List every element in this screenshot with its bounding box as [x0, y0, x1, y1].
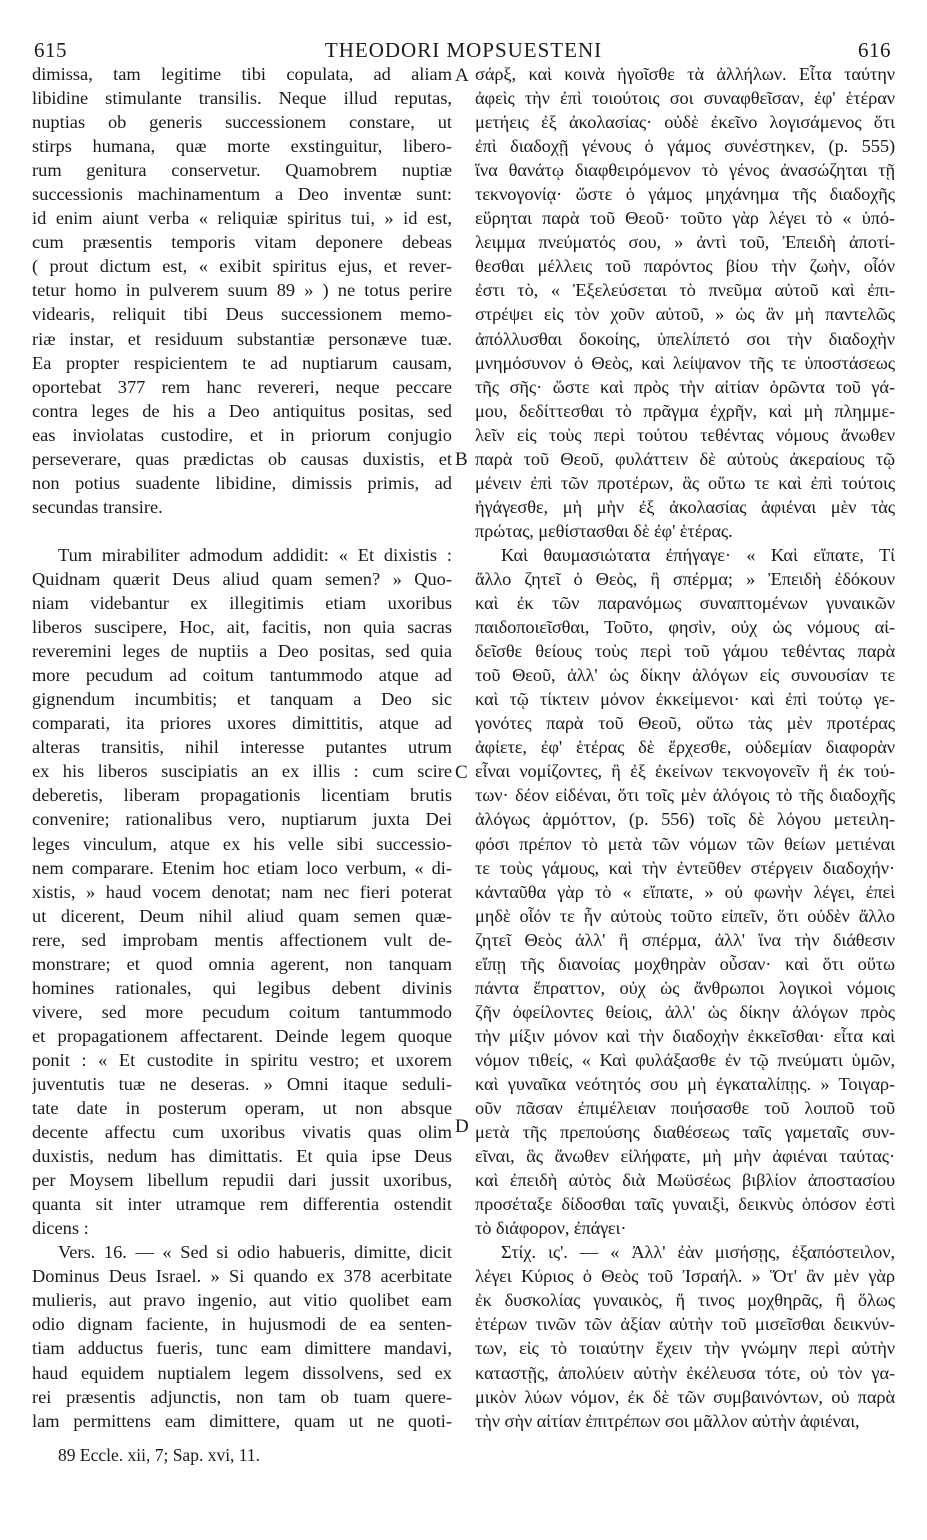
- text-line: eas inviolatas custodire, et in priorum conjugio: [32, 424, 452, 445]
- text-line: τεκνογονίᾳ· ὥστε ὁ γάμος μηχάνημα τῆς διαδοχῆς: [475, 184, 895, 205]
- text-line: δεῖσθε θείους τοὺς περὶ τοῦ γάμου τεθέντας παρὰ: [475, 641, 895, 662]
- left-page-number: 615: [34, 38, 67, 62]
- text-line: quanta sit inter utramque rem differentia ostendit: [32, 1194, 452, 1215]
- text-line: Καὶ θαυμασιώτατα ἐπήγαγε· « Καὶ εἴπατε, Τί: [501, 544, 895, 565]
- text-line: ἀφεὶς τὴν ἐπὶ τοιούτοις σοι συναφθεῖσαν, ἐφ' ἑτέραν: [475, 88, 895, 109]
- text-line: ἀπόλλυσθαι δοκοίης, ὑπελίπετό σοι τὴν διαδοχὴν: [475, 328, 895, 349]
- text-line: καὶ ἐπειδὴ αὐτὸς διὰ Μωϋσέως βιβλίον ἀποστασίου: [475, 1170, 895, 1191]
- text-line: οῦν πᾶσαν ἐπιμέλειαν ποιήσασθε τοῦ λοιποῦ τοῦ: [475, 1098, 895, 1119]
- right-page-number: 616: [858, 38, 891, 62]
- text-line: σάρξ, καὶ κοινὰ ἡγοῖσθε τὰ ἀλλήλων. Εἶτα ταύτην: [475, 64, 895, 84]
- margin-letter-a: A: [455, 65, 469, 86]
- text-line: στρέψει εἰς τὸν χοῦν αὐτοῦ, » ὡς ἂν μὴ παντελῶς: [475, 304, 895, 325]
- text-line: ἐκ δυσκολίας γυναικὸς, ἤ τινος μοχθηρᾶς, ἢ ὅλως: [475, 1290, 895, 1311]
- text-line: et propagationem affectarent. Deinde legem quoque: [32, 1025, 452, 1046]
- text-line: λειμμα πνεύματός σου, » ἀντὶ τοῦ, Ἐπειδὴ ἀποτί-: [475, 232, 895, 253]
- text-line: μου, δεδίττεσθαι τὸ πρᾶγμα ἐχρῆν, καὶ μὴ πλημμε-: [475, 400, 895, 421]
- text-line: ἑτέρων τινῶν τῶν ἀξίαν αὐτὴν τοῦ μισεῖσθαι δεικνύν-: [475, 1314, 895, 1335]
- text-line: dicens :: [32, 1218, 89, 1239]
- text-line: τὴν μίξιν μόνον καὶ τὴν διαδοχὴν ἐκκεῖσθαι· εἶτα καὶ: [475, 1025, 895, 1046]
- text-line: καὶ ἐκ τῶν παρανόμως συναπτομένων γυναικῶν: [475, 593, 895, 614]
- text-line: ἠγάγεσθε, μὴ μὴν ἐξ ἀκολασίας ἀφιέναι μὲν τὰς: [475, 496, 895, 517]
- text-line: successionis machinamentum a Deo inventæ sunt:: [32, 184, 452, 205]
- text-line: τὴν σὴν αἰτίαν ἐπιτρέπων σοι μᾶλλον αὐτὴν ἀφιέναι,: [475, 1410, 860, 1431]
- text-line: tetur homo in pulverem suum 89 » ) ne totus perire: [32, 280, 452, 301]
- text-line: vivere, sed more pecudum coitum tantummodo: [32, 1001, 452, 1022]
- text-line: perseverare, quas prædictas ob causas duxistis, et: [32, 448, 452, 469]
- text-line: dimissa, tam legitime tibi copulata, ad aliam: [32, 64, 452, 84]
- text-line: ἀλόγως ἁρμόττον, (p. 556) τοῖς δὲ λόγου μετειλη-: [475, 809, 895, 830]
- text-line: nuptias ob generis successionem constare, ut: [32, 112, 452, 133]
- text-line: θεσθαι μέλλεις τοῦ παρόντος βίου τὴν ζωὴν, οἷόν: [475, 256, 895, 277]
- text-line: id enim aiunt verba « reliquiæ spiritus tui, » id est,: [32, 208, 452, 229]
- footnote: 89 Eccle. xii, 7; Sap. xvi, 11.: [58, 1445, 261, 1465]
- text-line: per Moysem libellum repudii dari jussit uxoribus,: [32, 1170, 452, 1191]
- text-line: τε τοὺς γάμους, καὶ τὴν ἐντεῦθεν στέργειν διαδοχήν·: [475, 857, 895, 878]
- text-line: ἄλλο ζητεῖ ὁ Θεὸς, ἢ σπέρμα; » Ἐπειδὴ ἐδόκουν: [475, 568, 895, 589]
- text-line: duxistis, nedum has dimittatis. Et quia ipse Deus: [32, 1146, 452, 1167]
- text-line: non potius suadente libidine, dimissis primis, ad: [32, 472, 452, 493]
- text-line: εὕρηται παρὰ τοῦ Θεοῦ· τοῦτο γὰρ λέγει τὸ « ὑπό-: [475, 208, 895, 229]
- text-line: εἴπῃ τῆς διανοίας μοχθηρὰν οὖσαν· καὶ ὅτι οὕτω: [475, 953, 895, 974]
- text-line: homines rationales, qui legibus debent divinis: [32, 977, 452, 998]
- text-line: πάντα ἔπραττον, οὐχ ὡς ἄνθρωποι λογικοὶ νόμοις: [475, 977, 895, 998]
- text-line: Vers. 16. — « Sed si odio habueris, dimitte, dicit: [58, 1242, 452, 1263]
- text-line: ἐπὶ διαδοχῇ γένους ὁ γάμος συνέστηκεν, (p. 555): [475, 136, 895, 157]
- text-line: ζητεῖ Θεὸς ἀλλ' ἢ σπέρμα, ἀλλ' ἵνα τὴν διάθεσιν: [475, 929, 895, 950]
- text-line: τοῦ Θεοῦ, ἀλλ' ὡς δίκην ἀλόγων εἰς συνουσίαν τε: [475, 665, 895, 686]
- text-line: των, εἰς τὸ τοιαύτην ἔχειν τὴν γνώμην περὶ αὐτὴν: [475, 1338, 895, 1359]
- text-line: liberos suscipere, Hoc, ait, facitis, non quia sacras: [32, 617, 452, 638]
- text-line: καταστῇς, ἀπολύειν αὐτὴν ἐκέλευσα τότε, οὐ τὸν γα-: [475, 1362, 895, 1383]
- text-line: rei præsentis adjunctis, non tam ob tuam quere-: [32, 1386, 452, 1407]
- paragraph-gap: [32, 519, 452, 543]
- text-line: haud equidem nuptialem legem dissolvens, sed ex: [32, 1362, 452, 1383]
- text-line: ἐστι τὸ, « Ἐξελεύσεται τὸ πνεῦμα αὐτοῦ καὶ ἐπι-: [475, 280, 895, 301]
- text-line: κἀνταῦθα γὰρ τὸ « εἴπατε, » οὐ φωνὴν λέγει, ἐπεὶ: [475, 881, 895, 902]
- text-line: juventutis tuæ ne deseras. » Omni itaque seduli-: [32, 1073, 452, 1094]
- text-line: tate date in posterum operam, ut non absque: [32, 1098, 452, 1119]
- text-line: oportebat 377 rem hanc revereri, neque peccare: [32, 376, 452, 397]
- text-line: mulieris, aut pravo ingenio, aut vitio quolibet eam: [32, 1290, 452, 1311]
- text-line: xistis, » haud vocem denotat; nam nec fieri poterat: [32, 881, 452, 902]
- text-line: alteras transitis, nihil interesse putantes utrum: [32, 737, 452, 758]
- text-line: libidine stimulante transilis. Neque illud reputas,: [32, 88, 452, 109]
- text-line: προσέταξε δίδοσθαι ταῖς γυναιξὶ, δεικνὺς ὁπόσον ἐστὶ: [475, 1194, 895, 1215]
- text-line: decente affectu cum uxoribus vivatis quas olim: [32, 1122, 452, 1143]
- text-line: gignendum incumbitis; et tanquam a Deo sic: [32, 689, 452, 710]
- text-line: φόσι πρέπον τὸ μετὰ τῶν νόμων τῶν θείων μετιέναι: [475, 833, 895, 854]
- text-line: μετήεις ἐξ ἀκολασίας· οὐδὲ ἐκεῖνο λογισάμενος ὅτι: [475, 112, 895, 133]
- text-line: rere, sed improbam mentis affectionem vult de-: [32, 929, 452, 950]
- latin-column: [32, 62, 452, 1433]
- text-line: Στίχ. ις'. — « Ἀλλ' ἐὰν μισήσῃς, ἐξαπόστειλον,: [501, 1242, 895, 1263]
- margin-letter-c: C: [455, 762, 468, 783]
- text-line: ut dicerent, Deum nihil aliud quam semen quæ-: [32, 905, 452, 926]
- text-line: cum præsentis temporis vitam deponere debeas: [32, 232, 452, 253]
- text-line: comparati, ita priores uxores dimittitis, atque ad: [32, 713, 452, 734]
- text-line: μένειν ἐπὶ τῶν προτέρων, ἃς οὕτω τε καὶ ἐπὶ τούτοις: [475, 472, 895, 493]
- text-line: tiam adductus fueris, tunc eam dimittere mandavi,: [32, 1338, 452, 1359]
- text-line: καὶ τῷ τίκτειν μόνον ἐκκείμενοι· καὶ ἐπὶ τούτῳ γε-: [475, 689, 895, 710]
- text-line: μικὸν λύων νόμον, ἐκ δὲ τῶν συμβαινόντων, οὐ παρὰ: [475, 1386, 895, 1407]
- text-line: contra leges de his a Deo antiquitus positas, sed: [32, 400, 452, 421]
- text-line: μηδὲ οἷόν τε ἦν αὐτοὺς τοῦτο εἰπεῖν, ὅτι οὐδὲν ἄλλο: [475, 905, 895, 926]
- text-line: μετὰ τῆς πρεπούσης διαθέσεως ταῖς γαμεταῖς συν-: [475, 1122, 895, 1143]
- text-line: stirps humana, quæ morte exstinguitur, libero-: [32, 136, 452, 157]
- text-line: more pecudum ad coitum tantummodo atque ad: [32, 665, 452, 686]
- text-line: riæ instar, et residuum substantiæ personæve tuæ.: [32, 328, 452, 349]
- text-line: odio dignam faciente, in hujusmodi de ea senten-: [32, 1314, 452, 1335]
- text-line: convenire; rationalibus vero, nuptiarum juxta Dei: [32, 809, 452, 830]
- text-line: monstrare; et quod omnia agerent, non tanquam: [32, 953, 452, 974]
- text-line: ( prout dictum est, « exibit spiritus ejus, et rever-: [32, 256, 452, 277]
- text-line: lam permittens eam dimittere, quam ut ne quoti-: [32, 1410, 452, 1431]
- text-line: πρώτας, μεθίστασθαι δὲ ἐφ' ἑτέρας.: [475, 520, 733, 541]
- text-line: τὸ διάφορον, ἐπάγει·: [475, 1218, 627, 1239]
- text-line: deberetis, liberam propagationis licentiam brutis: [32, 785, 452, 806]
- text-line: καὶ γυναῖκα νεότητός σου μὴ ἐγκαταλίπῃς. » Τοιγαρ-: [475, 1073, 895, 1094]
- text-line: ἵνα θανάτῳ διαφθειρόμενον τὸ γένος ἀνασώζηται τῇ: [475, 160, 895, 181]
- margin-letter-d: D: [455, 1116, 469, 1137]
- text-line: εἶναι νομίζοντες, ἢ ἐξ ἐκείνων τεκνογονεῖν ἢ ἐκ τού-: [475, 761, 895, 782]
- text-line: εῖναι, ἃς ἄνωθεν εἰλήφατε, μὴ μὴν ἀφιέναι ταύτας·: [475, 1146, 895, 1167]
- text-line: Quidnam quærit Deus aliud quam semen? » Quo-: [32, 568, 452, 589]
- text-line: τῆς σῆς· ὥστε καὶ πρὸς τὴν αἰτίαν ὁρῶντα τοῦ γά-: [475, 376, 895, 397]
- running-title: THEODORI MOPSUESTENI: [324, 38, 603, 62]
- margin-letter-b: B: [455, 449, 468, 470]
- text-line: Tum mirabiliter admodum addidit: « Et dixistis :: [58, 544, 452, 565]
- text-line: ex his liberos suscipiatis an ex illis : cum scire: [32, 761, 452, 782]
- text-line: Dominus Deus Israel. » Si quando ex 378 acerbitate: [32, 1266, 452, 1287]
- text-line: παιδοποιεῖσθαι, Τοῦτο, φησὶν, οὐχ ὡς νόμους αἰ-: [475, 617, 895, 638]
- text-line: νόμον τιθείς, « Καὶ φυλάξασθε ἐν τῷ πνεύματι ὑμῶν,: [475, 1049, 895, 1070]
- text-line: videaris, reliquit tibi Deus successionem memo-: [32, 304, 452, 325]
- text-line: rum genitura conservetur. Quamobrem nuptiæ: [32, 160, 452, 181]
- text-line: secundas transire.: [32, 496, 163, 517]
- text-line: μνημόσυνον ὁ Θεὸς, καὶ λείψανον τῆς τε ὑποστάσεως: [475, 352, 895, 373]
- text-line: reveremini leges de nuptiis a Deo positas, sed quia: [32, 641, 452, 662]
- text-line: ἀφίετε, ἐφ' ἑτέρας δὲ ἔρχεσθε, οὐδεμίαν διαφορὰν: [475, 737, 895, 758]
- greek-column: [475, 62, 895, 1433]
- text-line: λέγει Κύριος ὁ Θεὸς τοῦ Ἰσραήλ. » Ὅτ' ἂν μὲν γὰρ: [475, 1266, 895, 1287]
- text-line: ζῆν ὀφείλοντες θείοις, ἀλλ' ὡς δίκην ἀλόγων πρὸς: [475, 1001, 895, 1022]
- text-line: nem comparare. Etenim hoc etiam loco verbum, « di-: [32, 857, 452, 878]
- text-line: leges vinculum, atque ex his velle sibi successio-: [32, 833, 452, 854]
- text-line: niam videbantur ex illegitimis etiam uxoribus: [32, 593, 452, 614]
- text-line: γονότες παρὰ τοῦ Θεοῦ, οὕτω τὰς μὲν προτέρας: [475, 713, 895, 734]
- text-line: ponit : « Et custodite in spiritu vestro; et uxorem: [32, 1049, 452, 1070]
- text-line: λεῖν εἰς τοὺς περὶ τούτου τεθέντας νόμους ἄνωθεν: [475, 424, 895, 445]
- text-line: των· δέον εἰδέναι, ὅτι τοῖς μὲν ἀλόγοις τὸ τῆς διαδοχῆς: [475, 785, 895, 806]
- text-line: Ea propter respicientem te ad nuptiarum causam,: [32, 352, 452, 373]
- text-line: παρὰ τοῦ Θεοῦ, φυλάττειν δὲ αὐτοὺς ἀκεραίους τῷ: [475, 448, 895, 469]
